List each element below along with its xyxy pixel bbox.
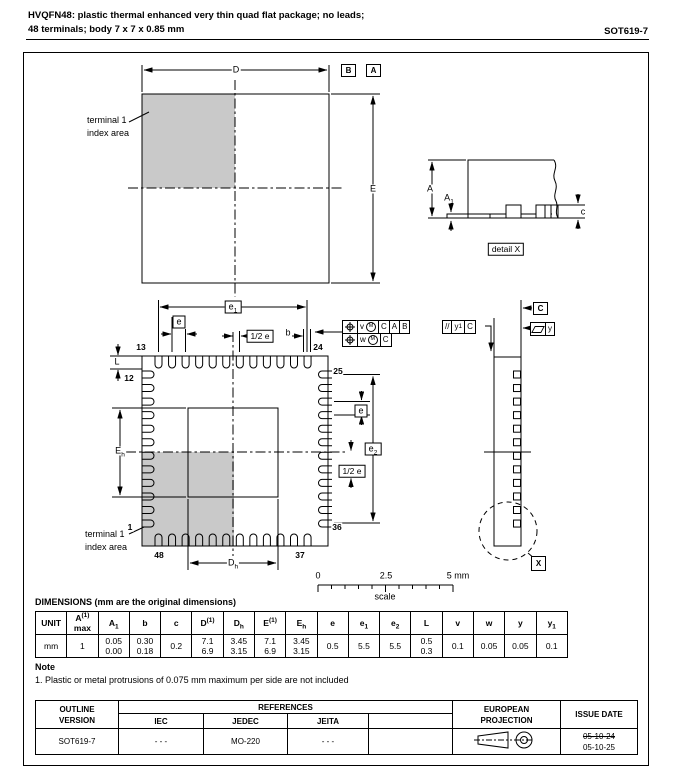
scale-tick-mid: 2.5 <box>379 570 393 581</box>
european-projection-symbol <box>453 729 561 755</box>
dim-table-header-9: e <box>317 612 348 635</box>
tolerance-value-y1: y 1 <box>452 321 465 333</box>
bottom-view-drawing <box>110 300 491 570</box>
dim-table-value-12: 0.5 0.3 <box>411 635 442 658</box>
page-title-line2: 48 terminals; body 7 x 7 x 0.85 mm <box>28 24 185 35</box>
tolerance-value-w: w M <box>358 334 381 346</box>
dim-table-value-11: 5.5 <box>380 635 411 658</box>
pin-label-13: 13 <box>136 341 146 352</box>
pin-label-37: 37 <box>295 549 305 560</box>
dim-label-A: A <box>426 183 434 194</box>
index-area-shading <box>142 94 235 188</box>
dim-label-L: L <box>114 356 120 367</box>
dim-table-header-13: v <box>442 612 473 635</box>
references-table <box>35 700 638 755</box>
dim-table-header-0: UNIT <box>36 612 67 635</box>
detail-ref-box-x: X <box>531 556 546 571</box>
terminal1-note-bottom: terminal 1 index area <box>85 529 128 552</box>
terminal1-note-top: terminal 1 index area <box>87 115 130 138</box>
tolerance-frame-parallelism <box>442 320 476 334</box>
tolerance-frame-v <box>342 320 410 334</box>
pin-label-1: 1 <box>127 521 133 532</box>
ref-header-references: REFERENCES <box>119 701 453 714</box>
note-heading: Note <box>35 662 55 672</box>
tolerance-value-v: v M <box>358 321 379 333</box>
ref-value-jedec: MO-220 <box>204 729 288 755</box>
dim-table-value-9: 0.5 <box>317 635 348 658</box>
dim-label-e-right: e <box>354 405 367 418</box>
dim-table-value-13: 0.1 <box>442 635 473 658</box>
break-line <box>554 160 558 218</box>
issue-date-cell <box>561 729 638 755</box>
dim-label-A1: $A_1$ <box>444 192 454 206</box>
side-view-drawing <box>479 300 537 560</box>
dim-label-Dh: $D_h$ <box>227 557 239 571</box>
dim-table-header-4: c <box>161 612 192 635</box>
tolerance-value-y: y <box>548 324 552 333</box>
dim-table-value-3: 0.30 0.18 <box>129 635 160 658</box>
ref-header-projection: EUROPEAN PROJECTION <box>453 701 561 729</box>
dim-label-e1: $e_1$ <box>225 301 242 314</box>
dim-table-header-3: b <box>129 612 160 635</box>
position-tolerance-icon <box>343 334 358 346</box>
dimensions-table-title: DIMENSIONS (mm are the original dimensions) <box>35 597 237 607</box>
dim-label-half-e-right: 1/2 e <box>339 465 366 478</box>
issue-date-new: 05-10-25 <box>582 742 616 752</box>
datum-ref-b: B <box>402 322 408 331</box>
scale-tick-0: 0 <box>315 570 321 581</box>
dim-table-header-1: $A^{(1)}$ max <box>67 612 98 635</box>
dim-table-header-2: $A_1$ <box>98 612 129 635</box>
dim-table-value-14: 0.05 <box>473 635 504 658</box>
dim-table-value-15: 0.05 <box>505 635 536 658</box>
dim-table-header-5: $D^{(1)}$ <box>192 612 223 635</box>
tolerance-frame-flatness <box>530 322 555 336</box>
pin-label-24: 24 <box>313 341 323 352</box>
ref-value-outline: SOT619-7 <box>36 729 119 755</box>
position-tolerance-icon <box>343 321 358 333</box>
dim-table-value-16: 0.1 <box>536 635 568 658</box>
dim-label-half-e-top: 1/2 e <box>247 330 274 343</box>
terminals-right-column <box>319 371 332 527</box>
parallelism-icon: // <box>443 321 452 333</box>
ref-value-blank <box>369 729 453 755</box>
dim-label-b: b <box>285 327 291 338</box>
dim-table-value-5: 7.1 6.9 <box>192 635 223 658</box>
note-text: 1. Plastic or metal protrusions of 0.075 mm maximum per side are not included <box>35 675 349 685</box>
dim-table-header-11: $e_2$ <box>380 612 411 635</box>
flatness-icon <box>531 323 546 335</box>
dim-table-header-6: $D_h$ <box>223 612 254 635</box>
dim-table-header-12: L <box>411 612 442 635</box>
dim-table-header-8: $E_h$ <box>286 612 317 635</box>
dim-label-E: E <box>369 183 377 194</box>
max-material-icon: M <box>366 322 376 332</box>
page-title-line1: HVQFN48: plastic thermal enhanced very thin quad flat package; no leads; <box>28 10 365 21</box>
pin-label-48: 48 <box>154 549 164 560</box>
issue-date-old: 05-10-24 <box>582 731 616 741</box>
ref-header-issue-date: ISSUE DATE <box>561 701 638 729</box>
datum-box-b: B <box>341 64 356 77</box>
dim-table-header-7: $E^{(1)}$ <box>254 612 285 635</box>
dim-table-value-8: 3.45 3.15 <box>286 635 317 658</box>
max-material-icon: M <box>368 335 378 345</box>
dim-table-value-0: mm <box>36 635 67 658</box>
dim-label-Eh: $E_h$ <box>115 445 125 459</box>
datum-ref-c: C <box>467 322 473 331</box>
dimensions-table <box>35 611 568 658</box>
dim-table-header-14: w <box>473 612 504 635</box>
doc-code: SOT619-7 <box>604 26 648 37</box>
top-view-drawing <box>128 65 380 297</box>
dim-table-header-16: $y_1$ <box>536 612 568 635</box>
pin-label-25: 25 <box>333 365 343 376</box>
ref-header-iec: IEC <box>119 714 204 729</box>
dim-label-c: c <box>580 206 586 217</box>
datum-ref-c: C <box>382 335 389 344</box>
pin-label-12: 12 <box>124 372 134 383</box>
ref-header-outline: OUTLINE VERSION <box>36 701 119 729</box>
datum-box-c: C <box>533 302 548 315</box>
ref-header-jeita: JEITA <box>288 714 369 729</box>
datum-ref-c: C <box>379 321 390 333</box>
ref-value-jeita: - - - <box>288 729 369 755</box>
dim-table-header-15: y <box>505 612 536 635</box>
scale-tick-max: 5 mm <box>446 570 470 581</box>
ref-header-blank <box>369 714 453 729</box>
dim-table-value-2: 0.05 0.00 <box>98 635 129 658</box>
first-angle-projection-icon <box>474 730 540 750</box>
dim-table-value-4: 0.2 <box>161 635 192 658</box>
dim-table-value-7: 7.1 6.9 <box>254 635 285 658</box>
pin-label-36: 36 <box>332 521 342 532</box>
dim-table-header-10: $e_1$ <box>348 612 379 635</box>
detail-x-caption: detail X <box>488 243 524 256</box>
dim-label-D: D <box>232 64 240 75</box>
dim-table-value-1: 1 <box>67 635 98 658</box>
datum-box-a: A <box>366 64 381 77</box>
dim-table-value-6: 3.45 3.15 <box>223 635 254 658</box>
datum-ref-a: A <box>390 321 400 333</box>
scale-caption: scale <box>374 591 396 602</box>
tolerance-frame-w <box>342 333 392 347</box>
dim-table-value-10: 5.5 <box>348 635 379 658</box>
dim-label-e2: $e_2$ <box>365 443 382 456</box>
ref-header-jedec: JEDEC <box>204 714 288 729</box>
dim-label-e-top: e <box>172 316 185 329</box>
ref-value-iec: - - - <box>119 729 204 755</box>
